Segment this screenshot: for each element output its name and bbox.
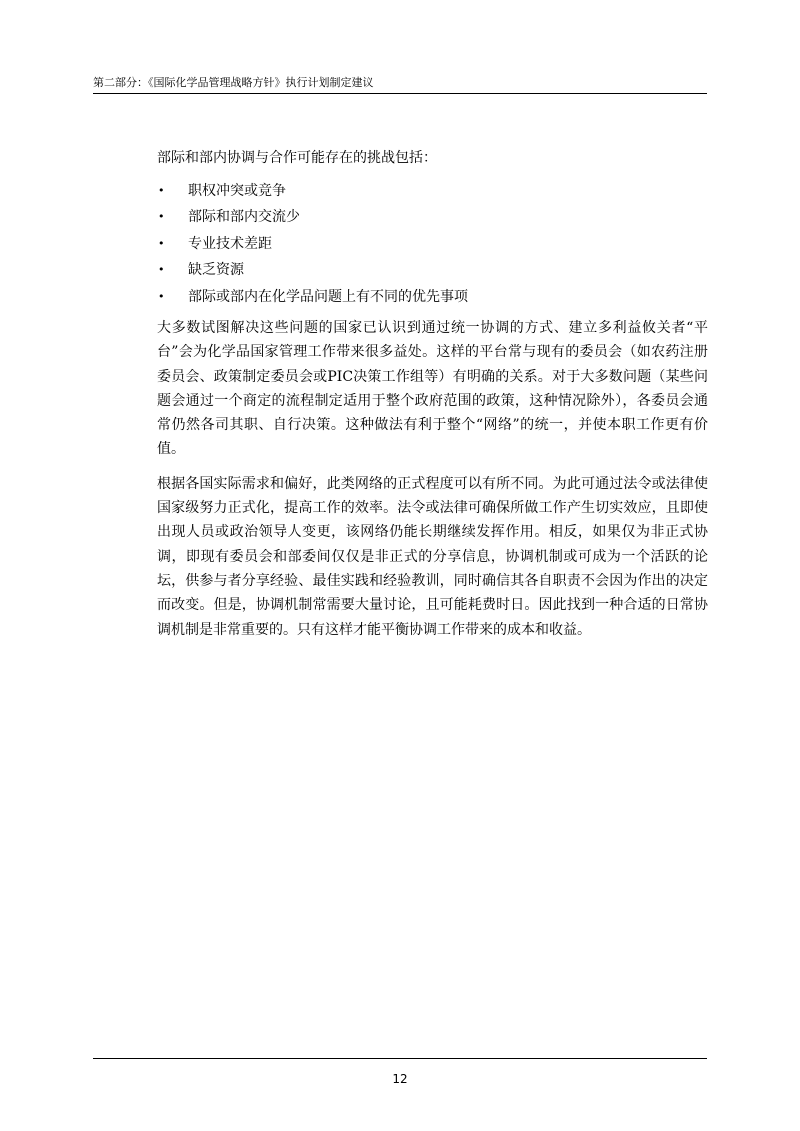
list-item (157, 257, 708, 283)
list-item (157, 284, 708, 310)
list-item-text: 缺乏资源 (188, 262, 244, 279)
bullet-icon: • (158, 263, 165, 277)
paragraph-formality: 根据各国实际需求和偏好，此类网络的正式程度可以有所不同。为此可通过法令或法律使国家级努力正式化，提高工作的效率。法令或法律可确保所做工作产生切实效应，且即使出现人员或政治领导人变更，该网络仍能长期继续发挥作用。相反，如果仅为非正式协调，即现有委员会和部委间仅仅是非正式的分享信息，协调机制或可成为一个活跃的论坛，供参与者分享经验、最佳实践和经验教训，同时确信其各自职责不会因为作出的决定而改变。但是，协调机制常需要大量讨论，且可能耗费时日。因此找到一种合适的日常协调机制是非常重要的。只有这样才能平衡协调工作带来的成本和收益。 (157, 475, 708, 638)
list-item-text: 部际和部内交流少 (188, 209, 300, 226)
header-divider (93, 93, 707, 94)
bullet-icon: • (158, 210, 165, 224)
bullet-icon: • (158, 289, 165, 303)
list-item (157, 178, 708, 204)
document-body (157, 146, 708, 642)
running-header: 第二部分：《国际化学品管理战略方针》执行计划制定建议 (93, 76, 374, 89)
intro-sentence: 部际和部内协调与合作可能存在的挑战包括： (157, 150, 437, 166)
list-item (157, 231, 708, 257)
challenge-list (157, 178, 708, 310)
bullet-icon: • (158, 236, 165, 250)
page-number: 12 (392, 1072, 408, 1086)
list-item-text: 部际或部内在化学品问题上有不同的优先事项 (188, 288, 468, 305)
list-item (157, 204, 708, 230)
footer-divider (93, 1058, 707, 1059)
paragraph-platform: 大多数试图解决这些问题的国家已认识到通过统一协调的方式、建立多利益攸关者“平台”会为化学品国家管理工作带来很多益处。这样的平台常与现有的委员会（如农药注册委员会、政策制定委员会或PIC决策工作组等）有明确的关系。对于大多数问题（某些问题会通过一个商定的流程制定适用于整个政府范围的政策，这种情况除外），各委员会通常仍然各司其职、自行决策。这种做法有利于整个“网络”的统一，并使本职工作更有价值。 (157, 319, 708, 458)
list-item-text: 专业技术差距 (188, 235, 272, 252)
list-item-text: 职权冲突或竞争 (188, 183, 286, 199)
bullet-icon: • (158, 184, 165, 197)
